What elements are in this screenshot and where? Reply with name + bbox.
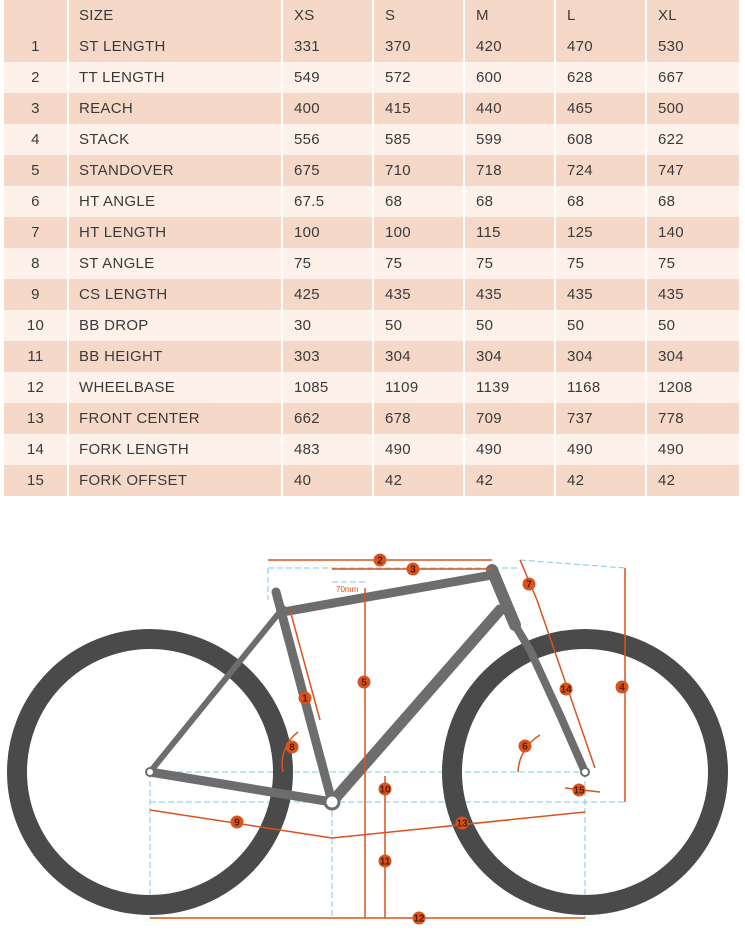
- rear-axle: [146, 768, 154, 776]
- chain-stay: [150, 772, 332, 802]
- row-label: CS LENGTH: [68, 279, 282, 310]
- header-l: L: [555, 0, 646, 31]
- row-number: 5: [4, 155, 68, 186]
- row-label: ST ANGLE: [68, 248, 282, 279]
- row-value: 304: [464, 341, 555, 372]
- row-value: 470: [555, 31, 646, 62]
- marker-9: [231, 816, 244, 829]
- row-value: 331: [282, 31, 373, 62]
- svg-text:14: 14: [560, 684, 572, 696]
- row-value: 68: [646, 186, 740, 217]
- svg-text:2: 2: [377, 555, 383, 567]
- marker-5: [358, 676, 371, 689]
- row-value: 40: [282, 465, 373, 496]
- row-value: 420: [464, 31, 555, 62]
- row-value: 572: [373, 62, 464, 93]
- svg-text:5: 5: [361, 677, 367, 689]
- marker-6: [519, 740, 532, 753]
- marker-14: [560, 683, 573, 696]
- row-value: 530: [646, 31, 740, 62]
- table-header-row: [4, 0, 740, 31]
- row-value: 435: [464, 279, 555, 310]
- table-row: [4, 31, 740, 62]
- row-value: 400: [282, 93, 373, 124]
- row-label: BB HEIGHT: [68, 341, 282, 372]
- row-value: 709: [464, 403, 555, 434]
- row-value: 304: [373, 341, 464, 372]
- marker-10: [379, 783, 392, 796]
- row-value: 549: [282, 62, 373, 93]
- row-value: 718: [464, 155, 555, 186]
- table-row: [4, 248, 740, 279]
- row-value: 140: [646, 217, 740, 248]
- row-value: 662: [282, 403, 373, 434]
- row-number: 6: [4, 186, 68, 217]
- row-value: 667: [646, 62, 740, 93]
- row-value: 30: [282, 310, 373, 341]
- marker-2: [374, 554, 387, 567]
- row-value: 68: [555, 186, 646, 217]
- marker-8: [286, 741, 299, 754]
- row-value: 435: [646, 279, 740, 310]
- row-number: 9: [4, 279, 68, 310]
- svg-text:9: 9: [234, 817, 240, 829]
- svg-text:6: 6: [522, 741, 528, 753]
- row-value: 585: [373, 124, 464, 155]
- row-value: 100: [282, 217, 373, 248]
- row-value: 415: [373, 93, 464, 124]
- row-value: 68: [464, 186, 555, 217]
- row-number: 2: [4, 62, 68, 93]
- row-label: WHEELBASE: [68, 372, 282, 403]
- row-value: 42: [373, 465, 464, 496]
- row-value: 435: [555, 279, 646, 310]
- table-row: [4, 434, 740, 465]
- svg-text:15: 15: [573, 785, 585, 797]
- row-value: 737: [555, 403, 646, 434]
- row-value: 75: [646, 248, 740, 279]
- row-value: 370: [373, 31, 464, 62]
- row-label: STACK: [68, 124, 282, 155]
- row-number: 1: [4, 31, 68, 62]
- row-value: 1208: [646, 372, 740, 403]
- row-number: 4: [4, 124, 68, 155]
- row-value: 599: [464, 124, 555, 155]
- row-value: 75: [464, 248, 555, 279]
- row-value: 1168: [555, 372, 646, 403]
- svg-text:13: 13: [456, 818, 468, 830]
- row-value: 42: [555, 465, 646, 496]
- row-value: 425: [282, 279, 373, 310]
- row-number: 15: [4, 465, 68, 496]
- row-value: 303: [282, 341, 373, 372]
- marker-15: [573, 784, 586, 797]
- table-row: [4, 465, 740, 496]
- row-value: 67.5: [282, 186, 373, 217]
- marker-13: [456, 817, 469, 830]
- row-value: 490: [373, 434, 464, 465]
- header-xl: XL: [646, 0, 740, 31]
- row-number: 14: [4, 434, 68, 465]
- row-label: REACH: [68, 93, 282, 124]
- row-label: BB DROP: [68, 310, 282, 341]
- table-row: [4, 372, 740, 403]
- row-value: 778: [646, 403, 740, 434]
- svg-text:3: 3: [410, 564, 416, 576]
- marker-12: [413, 912, 426, 925]
- geometry-table: [4, 0, 741, 496]
- front-axle: [581, 768, 589, 776]
- row-value: 100: [373, 217, 464, 248]
- row-label: FRONT CENTER: [68, 403, 282, 434]
- table-row: [4, 124, 740, 155]
- row-value: 42: [464, 465, 555, 496]
- row-value: 710: [373, 155, 464, 186]
- table-row: [4, 341, 740, 372]
- header-xs: XS: [282, 0, 373, 31]
- row-value: 440: [464, 93, 555, 124]
- row-value: 68: [373, 186, 464, 217]
- svg-text:11: 11: [379, 856, 391, 868]
- row-label: FORK OFFSET: [68, 465, 282, 496]
- row-value: 435: [373, 279, 464, 310]
- row-value: 608: [555, 124, 646, 155]
- row-number: 12: [4, 372, 68, 403]
- table-row: [4, 217, 740, 248]
- row-value: 622: [646, 124, 740, 155]
- marker-3: [407, 563, 420, 576]
- table-row: [4, 93, 740, 124]
- table-row: [4, 403, 740, 434]
- row-label: FORK LENGTH: [68, 434, 282, 465]
- row-value: 75: [373, 248, 464, 279]
- marker-7: [523, 578, 536, 591]
- row-label: HT ANGLE: [68, 186, 282, 217]
- row-value: 50: [555, 310, 646, 341]
- row-label: STANDOVER: [68, 155, 282, 186]
- row-value: 678: [373, 403, 464, 434]
- table-row: [4, 310, 740, 341]
- header-size: SIZE: [68, 0, 282, 31]
- row-number: 11: [4, 341, 68, 372]
- row-value: 75: [555, 248, 646, 279]
- row-value: 490: [555, 434, 646, 465]
- table-row: [4, 279, 740, 310]
- header-number: [4, 0, 68, 31]
- row-label: TT LENGTH: [68, 62, 282, 93]
- row-label: ST LENGTH: [68, 31, 282, 62]
- row-value: 490: [646, 434, 740, 465]
- table-row: [4, 155, 740, 186]
- svg-text:7: 7: [526, 579, 532, 591]
- row-value: 75: [282, 248, 373, 279]
- row-value: 304: [555, 341, 646, 372]
- svg-text:1: 1: [302, 693, 308, 705]
- annotation-70mm: 70mm: [336, 585, 359, 594]
- row-value: 490: [464, 434, 555, 465]
- marker-11: [379, 855, 392, 868]
- row-value: 500: [646, 93, 740, 124]
- row-value: 50: [373, 310, 464, 341]
- svg-text:12: 12: [413, 913, 425, 925]
- marker-1: [299, 692, 312, 705]
- marker-4: [616, 681, 629, 694]
- row-value: 50: [464, 310, 555, 341]
- header-s: S: [373, 0, 464, 31]
- bike-geometry-diagram: [0, 540, 745, 938]
- row-value: 724: [555, 155, 646, 186]
- top-tube: [283, 575, 492, 612]
- row-number: 7: [4, 217, 68, 248]
- row-value: 42: [646, 465, 740, 496]
- row-value: 1109: [373, 372, 464, 403]
- row-value: 600: [464, 62, 555, 93]
- row-value: 1085: [282, 372, 373, 403]
- row-label: HT LENGTH: [68, 217, 282, 248]
- row-value: 556: [282, 124, 373, 155]
- row-number: 10: [4, 310, 68, 341]
- row-number: 13: [4, 403, 68, 434]
- row-value: 115: [464, 217, 555, 248]
- row-value: 465: [555, 93, 646, 124]
- row-number: 3: [4, 93, 68, 124]
- table-row: [4, 62, 740, 93]
- row-value: 125: [555, 217, 646, 248]
- row-value: 304: [646, 341, 740, 372]
- row-value: 747: [646, 155, 740, 186]
- svg-text:4: 4: [619, 682, 625, 694]
- row-value: 675: [282, 155, 373, 186]
- svg-text:8: 8: [289, 742, 295, 754]
- row-number: 8: [4, 248, 68, 279]
- bottom-bracket: [325, 795, 339, 809]
- header-m: M: [464, 0, 555, 31]
- table-row: [4, 186, 740, 217]
- row-value: 1139: [464, 372, 555, 403]
- row-value: 483: [282, 434, 373, 465]
- svg-text:10: 10: [379, 784, 391, 796]
- row-value: 50: [646, 310, 740, 341]
- row-value: 628: [555, 62, 646, 93]
